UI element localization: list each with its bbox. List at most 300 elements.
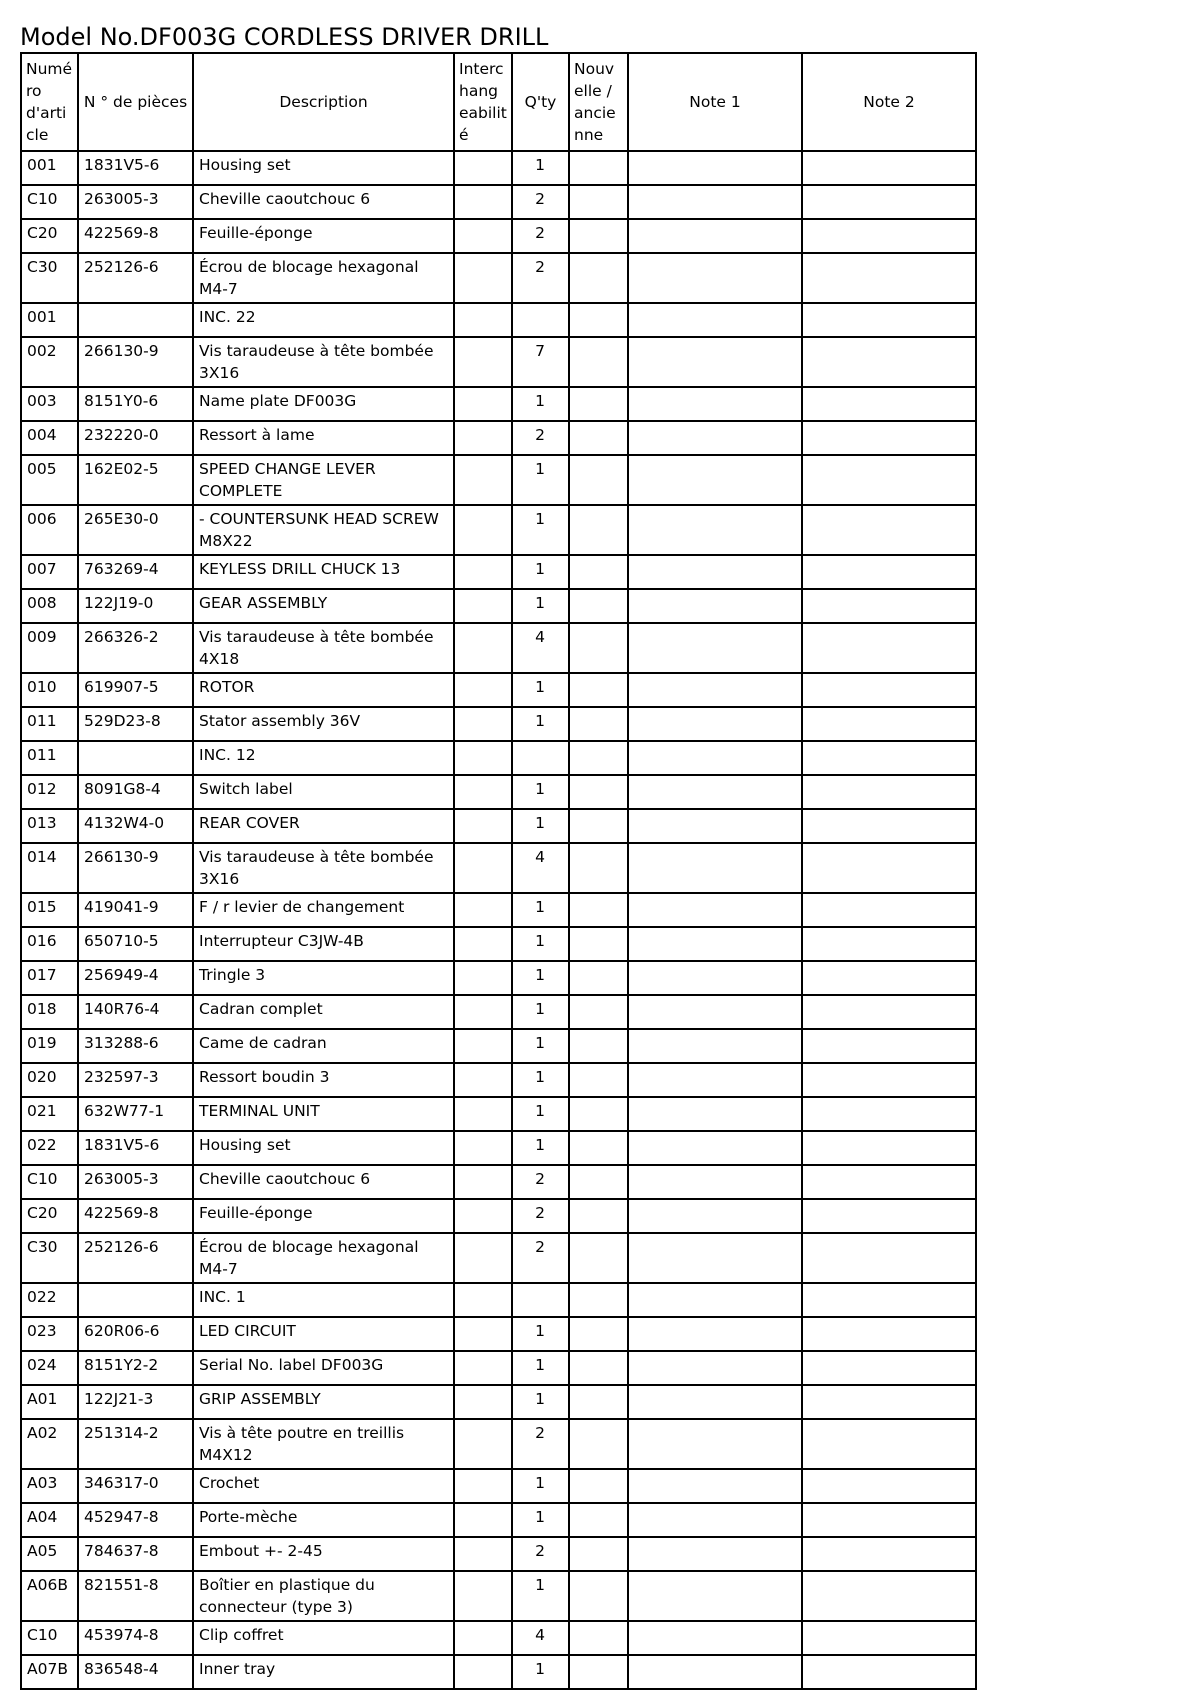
cell-note-2 <box>802 995 976 1029</box>
header-note-2: Note 2 <box>802 53 976 151</box>
table-row <box>21 1165 976 1199</box>
cell-item-number: 005 <box>21 455 78 505</box>
cell-quantity <box>512 303 569 337</box>
cell-note-2 <box>802 809 976 843</box>
cell-new-old <box>569 1621 628 1655</box>
table-row <box>21 555 976 589</box>
cell-note-2 <box>802 1385 976 1419</box>
cell-new-old <box>569 927 628 961</box>
cell-description: Housing set <box>193 151 454 185</box>
cell-note-2 <box>802 1503 976 1537</box>
cell-item-number: 021 <box>21 1097 78 1131</box>
cell-interchangeability <box>454 1283 512 1317</box>
cell-interchangeability <box>454 927 512 961</box>
cell-item-number: 009 <box>21 623 78 673</box>
cell-part-number: 232220-0 <box>78 421 193 455</box>
cell-note-1 <box>628 1503 802 1537</box>
cell-new-old <box>569 1537 628 1571</box>
cell-description: INC. 12 <box>193 741 454 775</box>
table-row <box>21 995 976 1029</box>
cell-interchangeability <box>454 589 512 623</box>
cell-description: F / r levier de changement <box>193 893 454 927</box>
cell-new-old <box>569 1419 628 1469</box>
cell-description: INC. 22 <box>193 303 454 337</box>
cell-description: Switch label <box>193 775 454 809</box>
cell-interchangeability <box>454 555 512 589</box>
cell-new-old <box>569 1233 628 1283</box>
cell-interchangeability <box>454 303 512 337</box>
cell-note-2 <box>802 1621 976 1655</box>
table-row <box>21 1469 976 1503</box>
cell-note-1 <box>628 927 802 961</box>
cell-note-1 <box>628 775 802 809</box>
cell-note-2 <box>802 1131 976 1165</box>
cell-quantity: 1 <box>512 1317 569 1351</box>
cell-item-number: 001 <box>21 303 78 337</box>
table-row <box>21 421 976 455</box>
cell-item-number: 018 <box>21 995 78 1029</box>
cell-note-1 <box>628 219 802 253</box>
cell-description: TERMINAL UNIT <box>193 1097 454 1131</box>
cell-note-1 <box>628 673 802 707</box>
table-row <box>21 1571 976 1621</box>
cell-part-number: 529D23-8 <box>78 707 193 741</box>
cell-note-1 <box>628 623 802 673</box>
table-row <box>21 1419 976 1469</box>
cell-item-number: 011 <box>21 707 78 741</box>
cell-note-1 <box>628 893 802 927</box>
cell-new-old <box>569 151 628 185</box>
cell-part-number: 452947-8 <box>78 1503 193 1537</box>
cell-new-old <box>569 623 628 673</box>
cell-quantity: 2 <box>512 1199 569 1233</box>
cell-note-2 <box>802 1351 976 1385</box>
cell-note-2 <box>802 1199 976 1233</box>
cell-item-number: C30 <box>21 253 78 303</box>
cell-quantity: 1 <box>512 387 569 421</box>
cell-interchangeability <box>454 185 512 219</box>
cell-description: REAR COVER <box>193 809 454 843</box>
cell-part-number <box>78 303 193 337</box>
cell-quantity: 1 <box>512 1503 569 1537</box>
cell-note-2 <box>802 1283 976 1317</box>
cell-description: GEAR ASSEMBLY <box>193 589 454 623</box>
cell-quantity: 1 <box>512 927 569 961</box>
cell-new-old <box>569 673 628 707</box>
cell-description: Vis taraudeuse à tête bombée 3X16 <box>193 337 454 387</box>
cell-part-number: 346317-0 <box>78 1469 193 1503</box>
cell-note-1 <box>628 1621 802 1655</box>
cell-new-old <box>569 1131 628 1165</box>
cell-description: Écrou de blocage hexagonal M4-7 <box>193 253 454 303</box>
cell-quantity: 2 <box>512 1233 569 1283</box>
cell-note-1 <box>628 505 802 555</box>
cell-new-old <box>569 1199 628 1233</box>
cell-item-number: A05 <box>21 1537 78 1571</box>
cell-part-number: 650710-5 <box>78 927 193 961</box>
header-item-number: Numéro d'article <box>21 53 78 151</box>
table-row <box>21 151 976 185</box>
cell-description: Clip coffret <box>193 1621 454 1655</box>
cell-item-number: 010 <box>21 673 78 707</box>
cell-note-2 <box>802 1063 976 1097</box>
cell-interchangeability <box>454 809 512 843</box>
cell-item-number: A04 <box>21 1503 78 1537</box>
cell-note-1 <box>628 337 802 387</box>
cell-quantity: 1 <box>512 589 569 623</box>
cell-new-old <box>569 1283 628 1317</box>
cell-interchangeability <box>454 1503 512 1537</box>
cell-note-1 <box>628 589 802 623</box>
cell-description: Écrou de blocage hexagonal M4-7 <box>193 1233 454 1283</box>
cell-item-number: 015 <box>21 893 78 927</box>
cell-new-old <box>569 707 628 741</box>
cell-new-old <box>569 253 628 303</box>
cell-interchangeability <box>454 387 512 421</box>
cell-part-number: 256949-4 <box>78 961 193 995</box>
cell-item-number: 013 <box>21 809 78 843</box>
cell-interchangeability <box>454 337 512 387</box>
cell-note-2 <box>802 185 976 219</box>
cell-note-2 <box>802 151 976 185</box>
cell-quantity: 2 <box>512 185 569 219</box>
cell-new-old <box>569 589 628 623</box>
cell-part-number: 784637-8 <box>78 1537 193 1571</box>
cell-quantity: 1 <box>512 1655 569 1689</box>
cell-note-1 <box>628 455 802 505</box>
parts-table-body <box>21 151 976 1689</box>
cell-new-old <box>569 809 628 843</box>
cell-part-number: 836548-4 <box>78 1655 193 1689</box>
cell-new-old <box>569 1097 628 1131</box>
cell-new-old <box>569 995 628 1029</box>
cell-interchangeability <box>454 1199 512 1233</box>
cell-part-number: 4132W4-0 <box>78 809 193 843</box>
cell-description: Interrupteur C3JW-4B <box>193 927 454 961</box>
cell-item-number: 004 <box>21 421 78 455</box>
table-row <box>21 775 976 809</box>
cell-part-number: 232597-3 <box>78 1063 193 1097</box>
cell-description: Cadran complet <box>193 995 454 1029</box>
cell-interchangeability <box>454 741 512 775</box>
cell-note-1 <box>628 303 802 337</box>
cell-quantity: 2 <box>512 1419 569 1469</box>
cell-quantity: 1 <box>512 505 569 555</box>
table-row <box>21 185 976 219</box>
table-row <box>21 843 976 893</box>
table-row <box>21 1199 976 1233</box>
cell-part-number: 313288-6 <box>78 1029 193 1063</box>
cell-interchangeability <box>454 1097 512 1131</box>
table-row <box>21 1097 976 1131</box>
cell-quantity <box>512 741 569 775</box>
cell-quantity: 1 <box>512 809 569 843</box>
cell-part-number: 1831V5-6 <box>78 151 193 185</box>
cell-note-1 <box>628 1537 802 1571</box>
cell-quantity: 2 <box>512 253 569 303</box>
cell-new-old <box>569 1469 628 1503</box>
cell-interchangeability <box>454 1029 512 1063</box>
header-interchangeability: Interchangeabilité <box>454 53 512 151</box>
cell-note-2 <box>802 961 976 995</box>
table-row <box>21 1503 976 1537</box>
cell-description: Feuille-éponge <box>193 1199 454 1233</box>
table-row <box>21 1233 976 1283</box>
cell-note-2 <box>802 843 976 893</box>
cell-new-old <box>569 455 628 505</box>
table-row <box>21 961 976 995</box>
cell-quantity: 1 <box>512 1063 569 1097</box>
table-row <box>21 673 976 707</box>
cell-item-number: 003 <box>21 387 78 421</box>
cell-interchangeability <box>454 623 512 673</box>
cell-part-number <box>78 741 193 775</box>
cell-quantity: 1 <box>512 1469 569 1503</box>
table-row <box>21 337 976 387</box>
cell-new-old <box>569 741 628 775</box>
cell-quantity: 1 <box>512 707 569 741</box>
table-row <box>21 253 976 303</box>
cell-note-2 <box>802 775 976 809</box>
cell-description: SPEED CHANGE LEVER COMPLETE <box>193 455 454 505</box>
cell-description: GRIP ASSEMBLY <box>193 1385 454 1419</box>
cell-part-number: 453974-8 <box>78 1621 193 1655</box>
cell-quantity: 1 <box>512 673 569 707</box>
cell-interchangeability <box>454 843 512 893</box>
table-row <box>21 219 976 253</box>
cell-description: INC. 1 <box>193 1283 454 1317</box>
cell-item-number: 024 <box>21 1351 78 1385</box>
cell-description: Ressort à lame <box>193 421 454 455</box>
cell-note-1 <box>628 185 802 219</box>
table-row <box>21 1317 976 1351</box>
cell-interchangeability <box>454 505 512 555</box>
cell-interchangeability <box>454 673 512 707</box>
table-row <box>21 303 976 337</box>
cell-part-number: 419041-9 <box>78 893 193 927</box>
cell-quantity: 2 <box>512 219 569 253</box>
table-row <box>21 1029 976 1063</box>
cell-interchangeability <box>454 1233 512 1283</box>
cell-note-2 <box>802 1233 976 1283</box>
cell-description: Stator assembly 36V <box>193 707 454 741</box>
cell-description: Tringle 3 <box>193 961 454 995</box>
cell-description: Ressort boudin 3 <box>193 1063 454 1097</box>
cell-new-old <box>569 505 628 555</box>
cell-quantity: 7 <box>512 337 569 387</box>
cell-part-number: 763269-4 <box>78 555 193 589</box>
cell-description: Feuille-éponge <box>193 219 454 253</box>
cell-part-number: 252126-6 <box>78 253 193 303</box>
cell-part-number: 619907-5 <box>78 673 193 707</box>
cell-item-number: C10 <box>21 185 78 219</box>
cell-quantity: 1 <box>512 1571 569 1621</box>
cell-part-number <box>78 1283 193 1317</box>
cell-description: ROTOR <box>193 673 454 707</box>
cell-note-2 <box>802 1097 976 1131</box>
cell-note-1 <box>628 1469 802 1503</box>
cell-item-number: 006 <box>21 505 78 555</box>
cell-note-1 <box>628 1317 802 1351</box>
cell-part-number: 8151Y0-6 <box>78 387 193 421</box>
cell-new-old <box>569 1351 628 1385</box>
cell-new-old <box>569 1165 628 1199</box>
cell-interchangeability <box>454 1131 512 1165</box>
cell-item-number: C10 <box>21 1621 78 1655</box>
cell-description: Housing set <box>193 1131 454 1165</box>
cell-quantity: 1 <box>512 1131 569 1165</box>
cell-note-2 <box>802 673 976 707</box>
cell-description: Vis taraudeuse à tête bombée 4X18 <box>193 623 454 673</box>
cell-note-2 <box>802 1165 976 1199</box>
cell-part-number: 632W77-1 <box>78 1097 193 1131</box>
cell-part-number: 265E30-0 <box>78 505 193 555</box>
header-part-number: N ° de pièces <box>78 53 193 151</box>
header-description: Description <box>193 53 454 151</box>
cell-note-2 <box>802 927 976 961</box>
cell-part-number: 263005-3 <box>78 185 193 219</box>
cell-item-number: 020 <box>21 1063 78 1097</box>
cell-new-old <box>569 219 628 253</box>
cell-quantity: 1 <box>512 775 569 809</box>
cell-item-number: C20 <box>21 219 78 253</box>
cell-new-old <box>569 961 628 995</box>
cell-interchangeability <box>454 253 512 303</box>
cell-description: KEYLESS DRILL CHUCK 13 <box>193 555 454 589</box>
cell-description: Name plate DF003G <box>193 387 454 421</box>
cell-item-number: 002 <box>21 337 78 387</box>
cell-note-1 <box>628 1655 802 1689</box>
cell-note-1 <box>628 253 802 303</box>
cell-item-number: A03 <box>21 1469 78 1503</box>
cell-note-2 <box>802 555 976 589</box>
table-row <box>21 387 976 421</box>
header-quantity: Q'ty <box>512 53 569 151</box>
cell-note-1 <box>628 1233 802 1283</box>
cell-note-1 <box>628 1063 802 1097</box>
cell-part-number: 266130-9 <box>78 843 193 893</box>
cell-note-1 <box>628 1097 802 1131</box>
cell-interchangeability <box>454 893 512 927</box>
cell-note-1 <box>628 961 802 995</box>
cell-part-number: 122J21-3 <box>78 1385 193 1419</box>
cell-item-number: 022 <box>21 1131 78 1165</box>
cell-description: Boîtier en plastique du connecteur (type 3) <box>193 1571 454 1621</box>
cell-item-number: 022 <box>21 1283 78 1317</box>
cell-item-number: C20 <box>21 1199 78 1233</box>
cell-new-old <box>569 1029 628 1063</box>
header-note-1: Note 1 <box>628 53 802 151</box>
cell-interchangeability <box>454 1537 512 1571</box>
cell-note-2 <box>802 893 976 927</box>
cell-new-old <box>569 1063 628 1097</box>
cell-note-2 <box>802 1029 976 1063</box>
cell-note-2 <box>802 1317 976 1351</box>
table-row <box>21 741 976 775</box>
cell-quantity: 1 <box>512 1029 569 1063</box>
parts-table <box>20 52 977 1690</box>
cell-interchangeability <box>454 1165 512 1199</box>
cell-interchangeability <box>454 995 512 1029</box>
cell-part-number: 1831V5-6 <box>78 1131 193 1165</box>
cell-note-2 <box>802 623 976 673</box>
cell-quantity: 4 <box>512 1621 569 1655</box>
cell-interchangeability <box>454 961 512 995</box>
cell-new-old <box>569 843 628 893</box>
table-header-row <box>21 53 976 151</box>
cell-description: Embout +- 2-45 <box>193 1537 454 1571</box>
table-row <box>21 1621 976 1655</box>
cell-description: LED CIRCUIT <box>193 1317 454 1351</box>
cell-note-2 <box>802 707 976 741</box>
cell-part-number: 422569-8 <box>78 1199 193 1233</box>
cell-new-old <box>569 1317 628 1351</box>
cell-note-2 <box>802 387 976 421</box>
cell-quantity: 2 <box>512 421 569 455</box>
cell-note-2 <box>802 303 976 337</box>
table-row <box>21 623 976 673</box>
cell-new-old <box>569 775 628 809</box>
cell-note-2 <box>802 741 976 775</box>
cell-description: Inner tray <box>193 1655 454 1689</box>
cell-quantity: 1 <box>512 151 569 185</box>
cell-note-1 <box>628 151 802 185</box>
cell-quantity: 1 <box>512 961 569 995</box>
table-row <box>21 1385 976 1419</box>
cell-part-number: 8151Y2-2 <box>78 1351 193 1385</box>
cell-quantity: 1 <box>512 555 569 589</box>
cell-description: - COUNTERSUNK HEAD SCREW M8X22 <box>193 505 454 555</box>
table-row <box>21 455 976 505</box>
cell-note-2 <box>802 421 976 455</box>
header-new-old: Nouvelle / ancienne <box>569 53 628 151</box>
cell-part-number: 122J19-0 <box>78 589 193 623</box>
cell-note-1 <box>628 707 802 741</box>
table-row <box>21 707 976 741</box>
cell-note-2 <box>802 589 976 623</box>
cell-item-number: 019 <box>21 1029 78 1063</box>
cell-part-number: 8091G8-4 <box>78 775 193 809</box>
table-row <box>21 809 976 843</box>
cell-new-old <box>569 1503 628 1537</box>
table-row <box>21 1655 976 1689</box>
page-title: Model No.DF003G CORDLESS DRIVER DRILL <box>20 23 549 51</box>
cell-note-1 <box>628 1283 802 1317</box>
cell-quantity: 2 <box>512 1165 569 1199</box>
cell-quantity: 1 <box>512 995 569 1029</box>
cell-interchangeability <box>454 775 512 809</box>
cell-note-1 <box>628 555 802 589</box>
cell-part-number: 251314-2 <box>78 1419 193 1469</box>
cell-note-2 <box>802 1469 976 1503</box>
cell-item-number: C10 <box>21 1165 78 1199</box>
cell-item-number: A07B <box>21 1655 78 1689</box>
cell-item-number: A01 <box>21 1385 78 1419</box>
cell-note-1 <box>628 1351 802 1385</box>
cell-item-number: 007 <box>21 555 78 589</box>
cell-new-old <box>569 387 628 421</box>
cell-part-number: 162E02-5 <box>78 455 193 505</box>
table-row <box>21 1131 976 1165</box>
cell-item-number: 016 <box>21 927 78 961</box>
cell-new-old <box>569 1385 628 1419</box>
cell-note-1 <box>628 843 802 893</box>
cell-interchangeability <box>454 1571 512 1621</box>
cell-item-number: A02 <box>21 1419 78 1469</box>
cell-description: Porte-mèche <box>193 1503 454 1537</box>
cell-interchangeability <box>454 219 512 253</box>
cell-new-old <box>569 337 628 387</box>
